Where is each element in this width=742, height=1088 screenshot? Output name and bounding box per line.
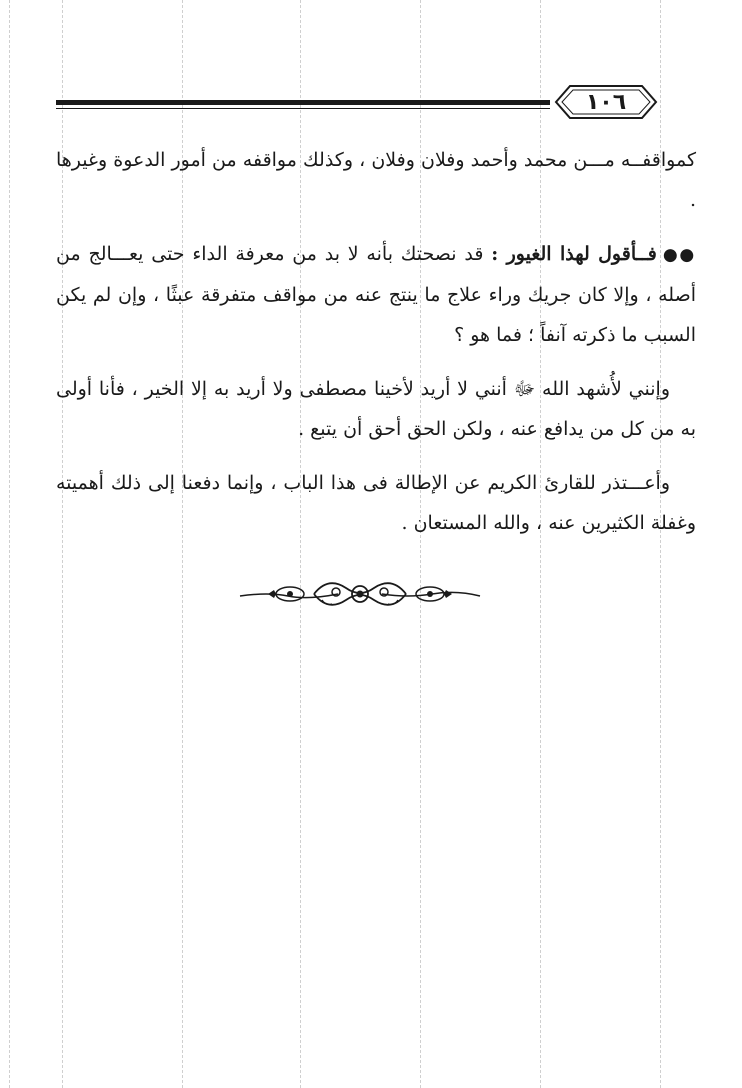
paragraph-text: وأعـــتذر للقارئ الكريم عن الإطالة فى هذا الباب ، وإنما دفعنا إلى ذلك أهميته وغفلة الكثيرين عنه ، والله المستعان . bbox=[56, 472, 696, 534]
page-number: ١٠٦ bbox=[585, 90, 627, 115]
scan-guide-line bbox=[9, 0, 10, 1088]
floral-ornament bbox=[238, 574, 482, 614]
header-rule-thin bbox=[56, 108, 550, 109]
floral-divider-icon bbox=[238, 574, 482, 614]
paragraph-text: وإنني لأُشهد الله ﷻ أنني لا أريد لأخينا مصطفى ولا أريد به إلا الخير ، فأنا أولى به من كل من يدافع عنه ، ولكن الحق أحق أن يتبع . bbox=[56, 378, 696, 440]
paragraph-1 bbox=[56, 140, 696, 220]
paragraph-4 bbox=[56, 463, 696, 543]
bullet-marker: ●● bbox=[662, 245, 697, 265]
paragraph-text: قد نصحتك بأنه لا بد من معرفة الداء حتى يعـــالج من أصله ، وإلا كان جريك وراء علاج ما ينتج عنه من مواقف متفرقة عبثًا ، وإن لم يكن السبب ما ذكرته آنفاً ؛ فما هو ؟ bbox=[56, 243, 696, 346]
header-rule bbox=[56, 100, 550, 105]
page-number-frame bbox=[552, 82, 660, 122]
paragraph-lead: فــأقول لهذا الغيور : bbox=[491, 243, 657, 265]
paragraph-2 bbox=[56, 234, 696, 355]
paragraph-3 bbox=[56, 369, 696, 449]
body-text bbox=[56, 140, 696, 557]
paragraph-text: كمواقفــه مـــن محمد وأحمد وفلان وفلان ، وكذلك مواقفه من أمور الدعوة وغيرها . bbox=[56, 149, 696, 211]
page-header bbox=[56, 82, 660, 122]
